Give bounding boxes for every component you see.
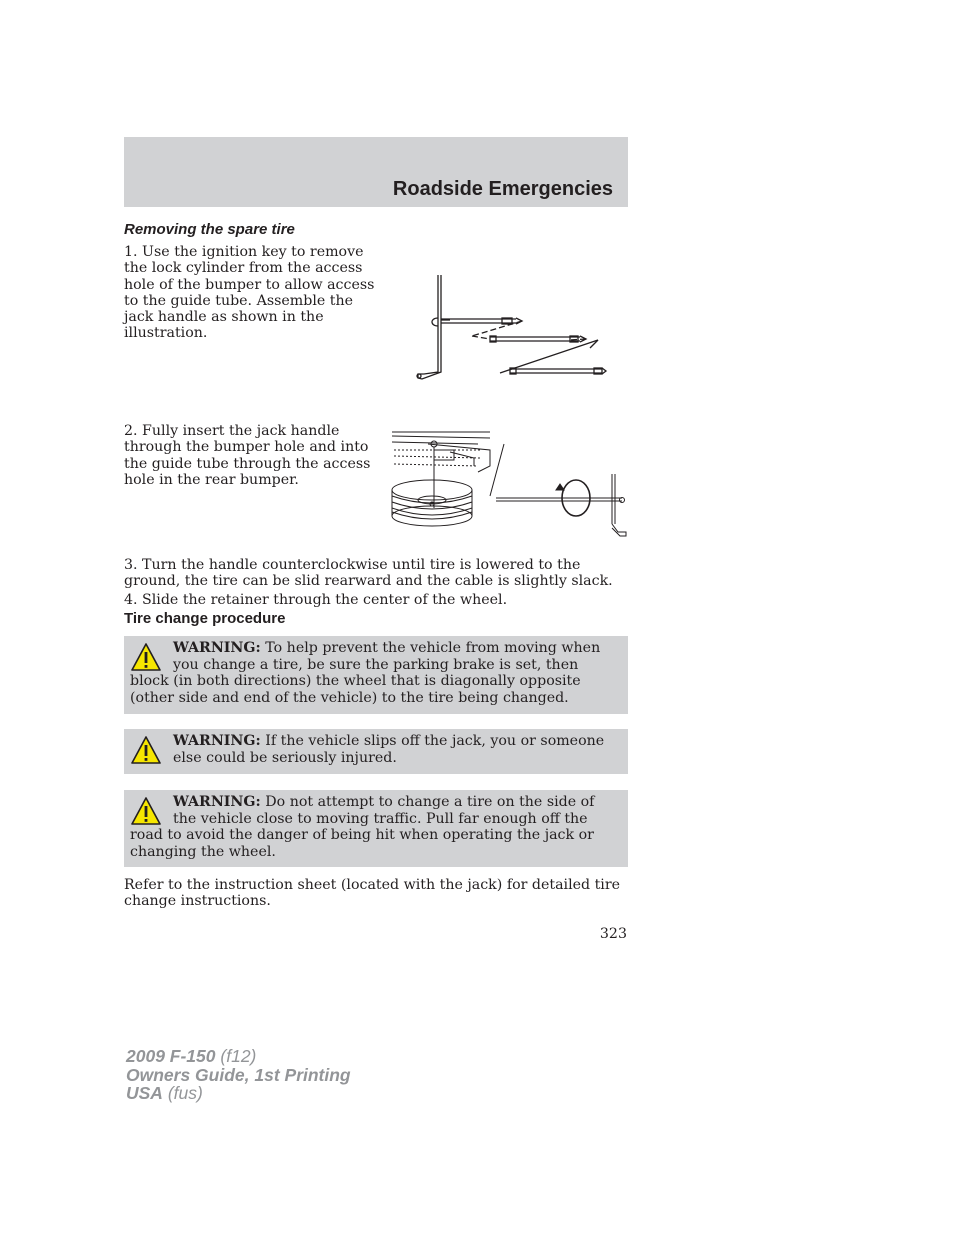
warning-label: WARNING: <box>173 733 261 749</box>
step-3-text: 3. Turn the handle counterclockwise until tire is lowered to the ground, the tire can be slid rearward and the cable is slightly slack. <box>124 557 613 590</box>
warning-triangle-icon <box>130 796 162 826</box>
tire-change-heading: Tire change procedure <box>124 610 286 627</box>
warning-box-jack-slip <box>124 729 628 774</box>
section-title: Roadside Emergencies <box>392 178 613 200</box>
section-header-band <box>124 137 628 207</box>
step-1-text: 1. Use the ignition key to remove the lock cylinder from the access hole of the bumper to allow access to the guide tube. Assemble the jack handle as shown in the illustration. <box>124 244 375 342</box>
jack-handle-insertion-illustration <box>390 428 630 540</box>
footer-guide: Owners Guide, 1st Printing <box>126 1064 351 1085</box>
warning-label: WARNING: <box>173 794 261 810</box>
step-4-text: 4. Slide the retainer through the center of the wheel. <box>124 592 508 608</box>
document-footer <box>126 1047 351 1103</box>
footer-region: USA <box>126 1083 163 1103</box>
footer-model-code: (f12) <box>220 1046 257 1066</box>
step-2-text: 2. Fully insert the jack handle through the bumper hole and into the guide tube through the access hole in the rear bumper. <box>124 423 371 488</box>
warning-triangle-icon <box>130 735 162 765</box>
warning-box-traffic <box>124 790 628 867</box>
page-number: 323 <box>599 926 627 942</box>
warning-triangle-icon <box>130 642 162 672</box>
warning-text: If the vehicle slips off the jack, you or someone else could be seriously injured. <box>173 733 605 766</box>
warning-label: WARNING: <box>173 640 261 656</box>
refer-instruction-text: Refer to the instruction sheet (located with the jack) for detailed tire change instructions. <box>124 877 621 910</box>
warning-text: To help prevent the vehicle from moving when you change a tire, be sure the parking brake is set, then block (in both directions) the wheel that is diagonally opposite (other side and end of the vehicle) to the tire being changed. <box>130 640 601 706</box>
removing-spare-heading: Removing the spare tire <box>124 221 295 238</box>
footer-region-code: (fus) <box>167 1083 203 1103</box>
warning-box-parking-brake <box>124 636 628 714</box>
jack-handle-assembly-illustration <box>410 270 610 385</box>
warning-text: Do not attempt to change a tire on the side of the vehicle close to moving traffic. Pull far enough off the road to avoid the danger of being hit when operating the jack or changing the wheel. <box>130 794 595 860</box>
footer-model: 2009 F-150 <box>126 1046 216 1066</box>
